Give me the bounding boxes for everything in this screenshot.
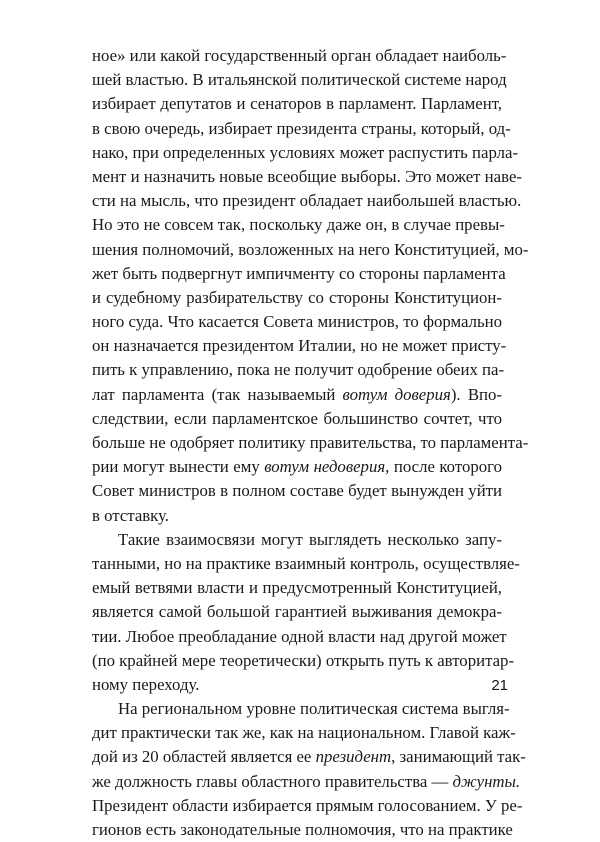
text-line bbox=[92, 479, 502, 503]
text-segment: (по крайней мере теоретически) открыть путь к авторитар- bbox=[92, 650, 515, 670]
text-segment: гионов есть законодательные полномочия, что на практике bbox=[92, 820, 513, 839]
text-line bbox=[92, 262, 506, 286]
text-segment: является самой большой гарантией выживания демокра- bbox=[92, 602, 502, 622]
text-segment: больше не одобряет политику правительства, то парламента- bbox=[92, 433, 529, 452]
text-segment: мент и назначить новые всеобщие выборы. Это может наве- bbox=[92, 166, 522, 186]
text-line bbox=[92, 310, 502, 334]
text-line bbox=[92, 528, 502, 552]
text-line bbox=[92, 165, 522, 189]
text-segment: Но это не совсем так, поскольку даже он, в случае превы- bbox=[92, 215, 505, 235]
text-segment: дой из 20 областей является ее bbox=[92, 747, 316, 767]
text-line bbox=[92, 117, 511, 141]
text-segment: шей властью. В итальянской политической системе народ bbox=[92, 70, 507, 90]
text-line bbox=[92, 745, 526, 769]
italic-term: вотум недоверия, bbox=[264, 457, 390, 477]
text-segment: танными, но на практике взаимный контроль, осуществляе- bbox=[92, 553, 520, 573]
text-line bbox=[92, 92, 502, 116]
text-segment: ному переходу. bbox=[92, 674, 200, 694]
text-segment: ное» или какой государственный орган обладает наиболь- bbox=[92, 46, 507, 65]
text-segment: емый ветвями власти и предусмотренный Конституцией, bbox=[92, 578, 502, 598]
text-line bbox=[92, 44, 507, 68]
text-line bbox=[92, 625, 507, 649]
text-line bbox=[92, 770, 521, 794]
text-line bbox=[92, 286, 502, 310]
text-segment: же должность главы областного правительства — bbox=[92, 771, 453, 791]
text-line bbox=[92, 794, 523, 818]
text-line bbox=[92, 238, 529, 262]
text-line bbox=[92, 68, 507, 92]
text-line bbox=[92, 721, 516, 745]
text-line bbox=[92, 649, 515, 673]
text-segment: ). Впо- bbox=[450, 384, 502, 404]
text-segment: дит практически так же, как на национальном. Главой каж- bbox=[92, 723, 516, 743]
text-line bbox=[92, 189, 522, 213]
text-line bbox=[92, 431, 529, 455]
text-line bbox=[92, 576, 502, 600]
text-segment: следствии, если парламентское большинство сочтет, что bbox=[92, 408, 502, 428]
italic-term: вотум доверия bbox=[342, 384, 451, 404]
text-segment: шения полномочий, возложенных на него Конституцией, мо- bbox=[92, 239, 529, 259]
text-segment: , занимающий так- bbox=[391, 747, 526, 767]
text-line bbox=[92, 673, 502, 697]
text-line bbox=[92, 697, 510, 721]
text-segment: Президент области избирается прямым голосованием. У ре- bbox=[92, 795, 523, 815]
text-line bbox=[92, 552, 520, 576]
text-line bbox=[92, 455, 502, 479]
text-segment: и судебному разбирательству со стороны Конституцион- bbox=[92, 287, 502, 307]
text-segment: после которого bbox=[389, 457, 502, 477]
text-segment: пить к управлению, пока не получит одобрение обеих па- bbox=[92, 360, 505, 380]
text-segment: Такие взаимосвязи могут выглядеть несколько запу- bbox=[118, 529, 502, 549]
text-line bbox=[92, 383, 502, 407]
text-line bbox=[92, 358, 505, 382]
text-segment: избирает депутатов и сенаторов в парламент. Парламент, bbox=[92, 94, 502, 114]
page-number: 21 bbox=[491, 677, 508, 694]
text-segment: ного суда. Что касается Совета министров, то формально bbox=[92, 312, 502, 332]
text-segment: в отставку. bbox=[92, 505, 170, 525]
text-line bbox=[92, 407, 502, 431]
text-line bbox=[92, 213, 505, 237]
text-segment: тии. Любое преобладание одной власти над другой может bbox=[92, 626, 507, 646]
text-segment: в свою очередь, избирает президента страны, который, од- bbox=[92, 118, 511, 138]
text-segment: жет быть подвергнут импичменту со стороны парламента bbox=[92, 263, 506, 283]
italic-term: джунты. bbox=[452, 771, 521, 791]
body-text bbox=[92, 44, 529, 842]
text-segment: нако, при определенных условиях может распустить парла- bbox=[92, 142, 519, 162]
text-segment: На региональном уровне политическая система выгля- bbox=[118, 699, 510, 719]
italic-term: президент bbox=[315, 747, 392, 767]
text-line bbox=[92, 141, 519, 165]
text-segment: лат парламента (так называемый bbox=[92, 384, 343, 404]
text-segment: он назначается президентом Италии, но не может присту- bbox=[92, 336, 507, 356]
text-line bbox=[92, 600, 502, 624]
text-line bbox=[92, 334, 507, 358]
text-segment: сти на мысль, что президент обладает наибольшей властью. bbox=[92, 191, 522, 211]
text-line bbox=[92, 504, 502, 528]
text-segment: рии могут вынести ему bbox=[92, 457, 265, 477]
text-line bbox=[92, 818, 513, 842]
text-segment: Совет министров в полном составе будет вынужден уйти bbox=[92, 481, 502, 501]
